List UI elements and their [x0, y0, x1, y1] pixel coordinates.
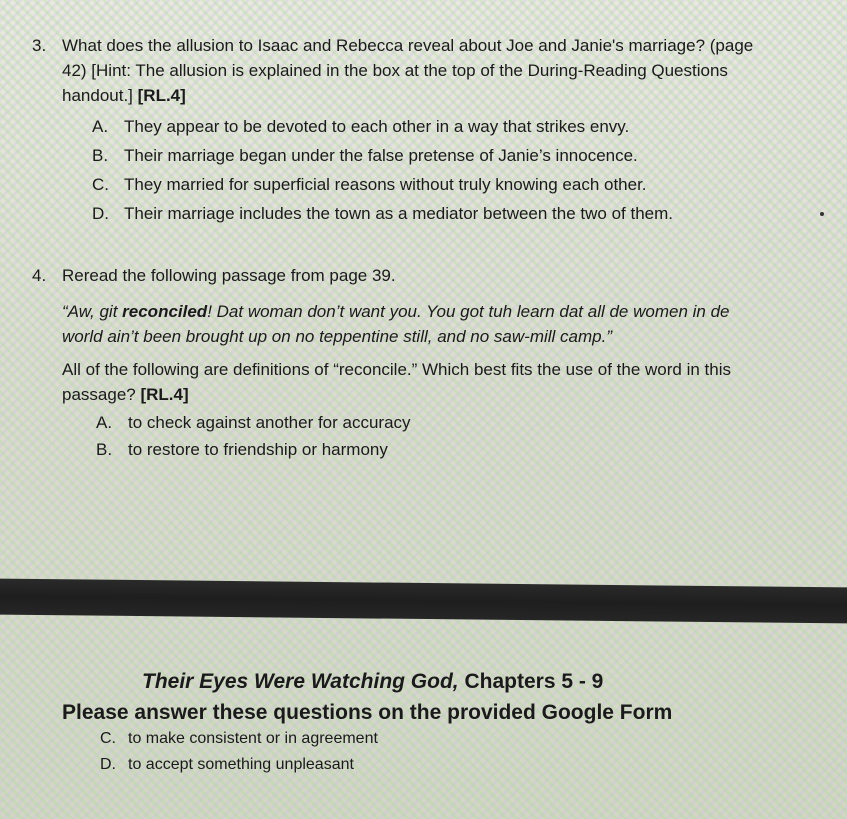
question-number: 3. — [32, 36, 47, 55]
question-4 — [32, 263, 782, 288]
option-text: to restore to friendship or harmony — [128, 440, 388, 459]
passage-keyword: reconciled — [122, 302, 208, 321]
option-text: They appear to be devoted to each other in a way that strikes envy. — [124, 117, 630, 136]
question-3 — [32, 33, 782, 108]
option-letter: A. — [96, 413, 113, 432]
option-b — [92, 146, 638, 166]
question-stem — [62, 33, 782, 108]
instruction-heading: Please answer these questions on the provided Google Form — [62, 701, 673, 724]
option-letter: C. — [92, 175, 109, 194]
book-title: Their Eyes Were Watching God, — [142, 670, 459, 693]
chapters-label: Chapters 5 - 9 — [458, 670, 604, 693]
option-a — [96, 413, 411, 433]
page-title — [142, 670, 603, 694]
option-d — [92, 204, 673, 224]
option-text: to accept something unpleasant — [128, 756, 354, 773]
passage-text: ! Dat woman don’t want you. You got tuh learn dat all de women in de world ain’t been brought up on no teppentine still, and no saw-mill camp.” — [62, 302, 730, 346]
question-number: 4. — [32, 266, 47, 285]
option-letter: A. — [92, 117, 109, 136]
option-letter: D. — [100, 756, 116, 773]
option-letter: C. — [100, 730, 116, 747]
question-stem: Reread the following passage from page 39. — [62, 266, 396, 285]
speck — [820, 212, 824, 216]
option-text: to check against another for accuracy — [128, 413, 411, 432]
option-letter: D. — [92, 204, 109, 223]
screen-bezel-band — [0, 579, 847, 624]
passage-text: “Aw, git — [62, 302, 123, 321]
option-d — [100, 756, 354, 774]
option-text: They married for superficial reasons without truly knowing each other. — [124, 175, 647, 194]
standard-tag: [RL.4] — [137, 86, 186, 105]
option-text: Their marriage began under the false pretense of Janie’s innocence. — [124, 146, 638, 165]
standard-tag: [RL.4] — [140, 385, 189, 404]
option-text: Their marriage includes the town as a mediator between the two of them. — [124, 204, 674, 223]
option-c — [100, 730, 378, 748]
option-a — [92, 117, 629, 137]
prompt-text: All of the following are definitions of “reconcile.” Which best fits the use of the word in this passage? — [62, 360, 731, 404]
option-letter: B. — [96, 440, 113, 459]
question-text: What does the allusion to Isaac and Rebecca reveal about Joe and Janie's marriage? (page 42) [Hint: The allusion is explained in the box at the top of the During-Reading Questions handout.] — [62, 36, 754, 105]
question-prompt — [62, 357, 772, 407]
option-c — [92, 175, 647, 195]
option-letter: B. — [92, 146, 109, 165]
option-text: to make consistent or in agreement — [128, 730, 378, 747]
passage — [62, 299, 762, 349]
option-b — [96, 440, 388, 460]
